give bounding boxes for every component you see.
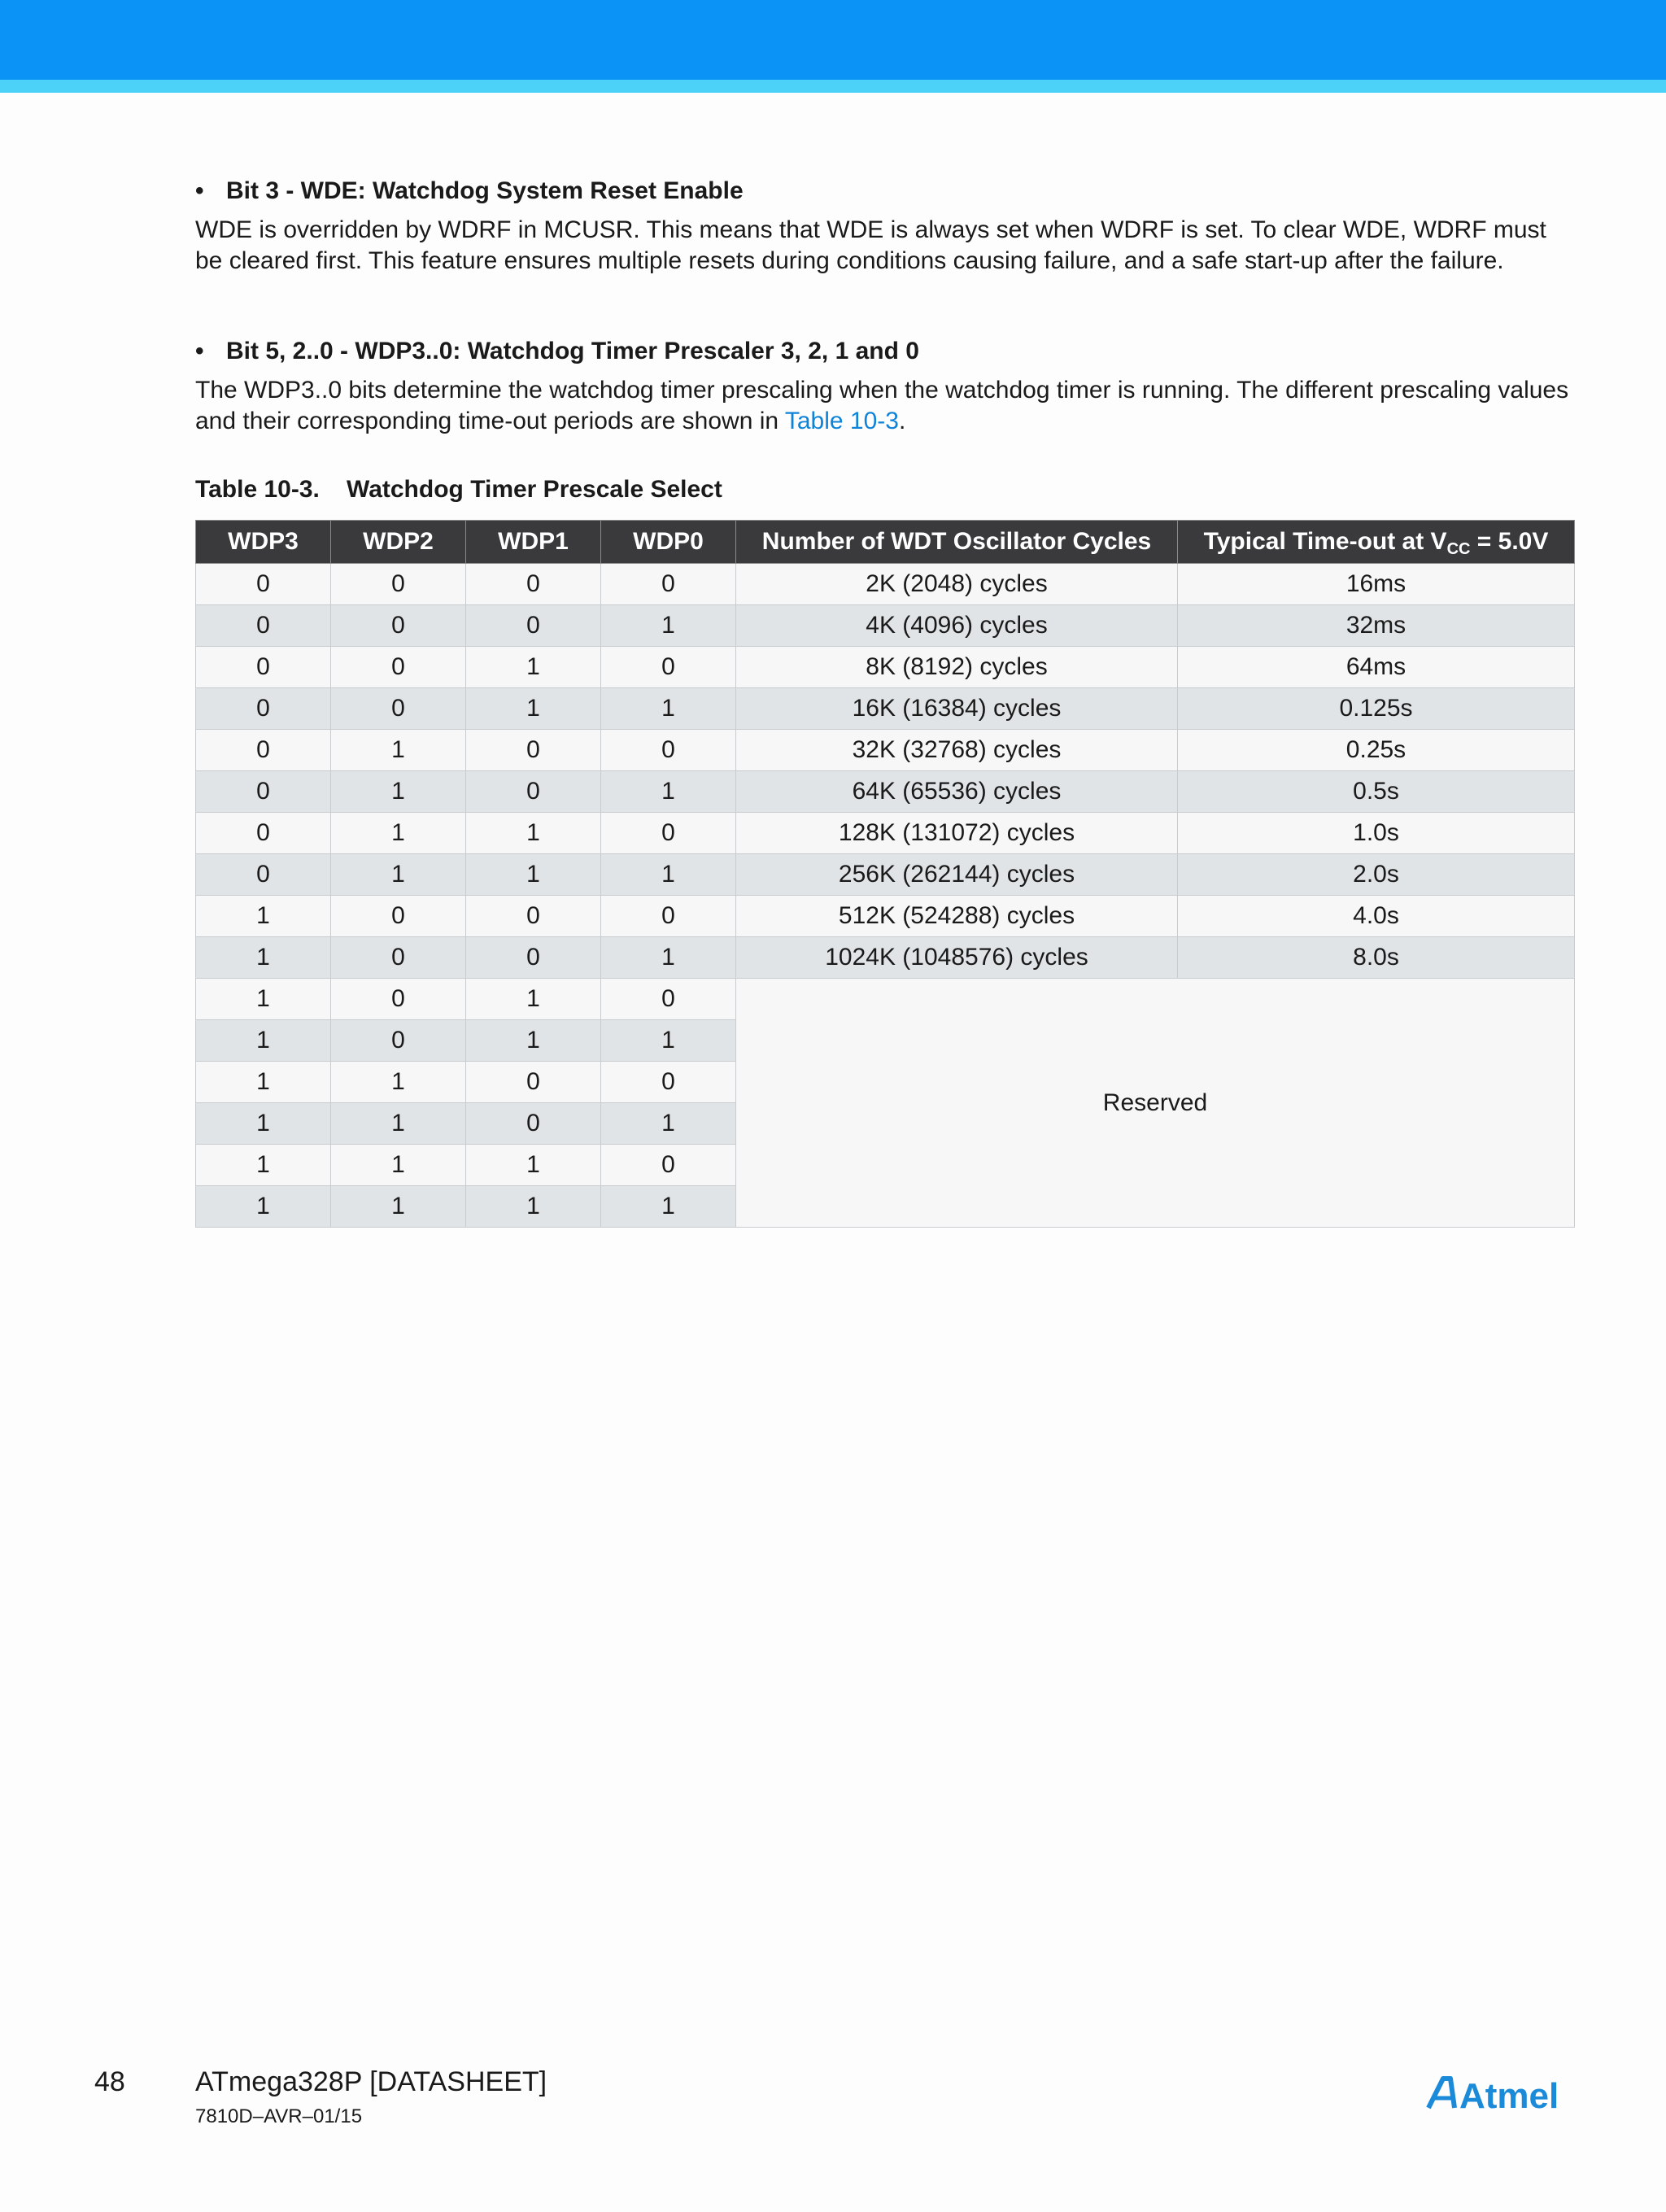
table-row [196,813,1575,854]
table-body [196,564,1575,1228]
cell-wdp1: 1 [466,647,601,688]
cell-timeout: 8.0s [1178,937,1575,979]
cell-timeout: 1.0s [1178,813,1575,854]
cell-wdp2: 1 [331,1062,466,1103]
table-caption [195,475,722,504]
cell-wdp2: 0 [331,647,466,688]
cell-wdp3: 0 [196,730,331,771]
cell-wdp1: 1 [466,813,601,854]
table-row [196,647,1575,688]
cell-cycles: 32K (32768) cycles [736,730,1178,771]
cell-wdp2: 0 [331,605,466,647]
cell-wdp2: 1 [331,1186,466,1228]
cell-wdp2: 1 [331,730,466,771]
paragraph-text: . [898,408,906,434]
cell-wdp0: 1 [601,937,736,979]
cell-wdp2: 0 [331,979,466,1020]
cell-wdp0: 0 [601,896,736,937]
cell-wdp1: 0 [466,937,601,979]
cell-wdp2: 0 [331,564,466,605]
table-link[interactable]: Table 10-3 [784,408,899,434]
cell-wdp1: 0 [466,896,601,937]
cell-wdp0: 0 [601,1145,736,1186]
cell-wdp3: 1 [196,1062,331,1103]
bullet: • [195,338,204,364]
cell-cycles: 8K (8192) cycles [736,647,1178,688]
cell-wdp3: 1 [196,1020,331,1062]
header-wdp1: WDP1 [466,521,601,564]
cell-cycles: 1024K (1048576) cycles [736,937,1178,979]
cell-wdp2: 1 [331,854,466,896]
cell-wdp0: 0 [601,1062,736,1103]
atmel-logo [1424,2070,1570,2119]
cell-wdp3: 1 [196,1145,331,1186]
cell-wdp0: 0 [601,730,736,771]
cell-wdp2: 1 [331,1145,466,1186]
cell-wdp0: 1 [601,854,736,896]
cell-timeout: 32ms [1178,605,1575,647]
cell-cycles: 2K (2048) cycles [736,564,1178,605]
cell-wdp0: 1 [601,1186,736,1228]
cell-wdp0: 1 [601,771,736,813]
table-header-row [196,521,1575,564]
cell-wdp1: 0 [466,1062,601,1103]
table-row [196,937,1575,979]
header-wdp3: WDP3 [196,521,331,564]
cell-wdp1: 0 [466,605,601,647]
heading-text: Bit 5, 2..0 - WDP3..0: Watchdog Timer Prescaler 3, 2, 1 and 0 [226,338,919,364]
cell-wdp2: 1 [331,813,466,854]
cell-wdp2: 1 [331,771,466,813]
header-band [0,0,1666,80]
cell-timeout: 0.5s [1178,771,1575,813]
cell-reserved: Reserved [736,979,1575,1228]
section-heading-wde [195,177,744,206]
cell-wdp2: 1 [331,1103,466,1145]
cell-cycles: 16K (16384) cycles [736,688,1178,730]
cell-timeout: 0.25s [1178,730,1575,771]
cell-wdp3: 0 [196,813,331,854]
table-row [196,854,1575,896]
cell-timeout: 4.0s [1178,896,1575,937]
cell-timeout: 64ms [1178,647,1575,688]
header-timeout-text: Typical Time-out at V [1203,528,1447,555]
cell-wdp2: 0 [331,896,466,937]
cell-wdp3: 0 [196,647,331,688]
paragraph-wde: WDE is overridden by WDRF in MCUSR. This means that WDE is always set when WDRF is set. To clear WDE, WDRF must be cleared first. This feature ensures multiple resets during conditions causing failure, and a safe start-up after the failure. [195,216,1546,274]
cell-timeout: 2.0s [1178,854,1575,896]
table-row [196,896,1575,937]
table-row [196,771,1575,813]
cell-wdp1: 0 [466,564,601,605]
cell-cycles: 4K (4096) cycles [736,605,1178,647]
table-caption-title: Watchdog Timer Prescale Select [347,476,722,503]
cell-cycles: 512K (524288) cycles [736,896,1178,937]
cell-wdp3: 1 [196,1103,331,1145]
bullet: • [195,177,204,204]
cell-wdp1: 1 [466,1145,601,1186]
cell-wdp1: 0 [466,771,601,813]
document-code: 7810D–AVR–01/15 [195,2105,363,2127]
cell-wdp0: 0 [601,564,736,605]
cell-wdp1: 1 [466,854,601,896]
cell-cycles: 128K (131072) cycles [736,813,1178,854]
cell-wdp1: 1 [466,688,601,730]
cell-wdp2: 0 [331,1020,466,1062]
paragraph-text: The WDP3..0 bits determine the watchdog timer prescaling when the watchdog timer is running. The different prescaling values and their corresponding time-out periods are shown in [195,377,1569,434]
cell-wdp0: 1 [601,1103,736,1145]
header-wdp0: WDP0 [601,521,736,564]
header-wdp2: WDP2 [331,521,466,564]
header-timeout-suffix: = 5.0V [1470,528,1549,555]
cell-wdp3: 1 [196,937,331,979]
table-caption-number: Table 10-3. [195,476,320,503]
header-timeout [1178,521,1575,564]
cell-wdp3: 0 [196,771,331,813]
section-heading-wdp [195,337,919,366]
cell-wdp3: 0 [196,564,331,605]
cell-wdp1: 0 [466,730,601,771]
cell-wdp3: 1 [196,896,331,937]
cell-cycles: 64K (65536) cycles [736,771,1178,813]
cell-wdp0: 1 [601,688,736,730]
table-row [196,979,1575,1020]
cell-wdp0: 0 [601,813,736,854]
paragraph-wdp [195,375,1574,437]
heading-text: Bit 3 - WDE: Watchdog System Reset Enable [226,177,744,204]
cell-wdp3: 1 [196,979,331,1020]
cell-wdp1: 1 [466,979,601,1020]
cell-wdp0: 0 [601,647,736,688]
cell-timeout: 0.125s [1178,688,1575,730]
cell-wdp2: 0 [331,937,466,979]
page-number: 48 [94,2066,125,2097]
cell-wdp3: 0 [196,605,331,647]
cell-wdp1: 1 [466,1186,601,1228]
cell-timeout: 16ms [1178,564,1575,605]
table-row [196,605,1575,647]
cell-wdp2: 0 [331,688,466,730]
cell-wdp3: 0 [196,688,331,730]
header-stripe [0,80,1666,93]
cell-cycles: 256K (262144) cycles [736,854,1178,896]
cell-wdp0: 0 [601,979,736,1020]
cell-wdp1: 1 [466,1020,601,1062]
table-row [196,564,1575,605]
header-timeout-subscript: CC [1446,540,1471,558]
cell-wdp3: 0 [196,854,331,896]
cell-wdp0: 1 [601,605,736,647]
prescale-table [195,520,1575,1228]
cell-wdp0: 1 [601,1020,736,1062]
document-title: ATmega328P [DATASHEET] [195,2066,547,2097]
header-cycles: Number of WDT Oscillator Cycles [736,521,1178,564]
table-row [196,730,1575,771]
table-row [196,688,1575,730]
cell-wdp1: 0 [466,1103,601,1145]
cell-wdp3: 1 [196,1186,331,1228]
logo-wordmark: Atmel [1459,2076,1559,2116]
